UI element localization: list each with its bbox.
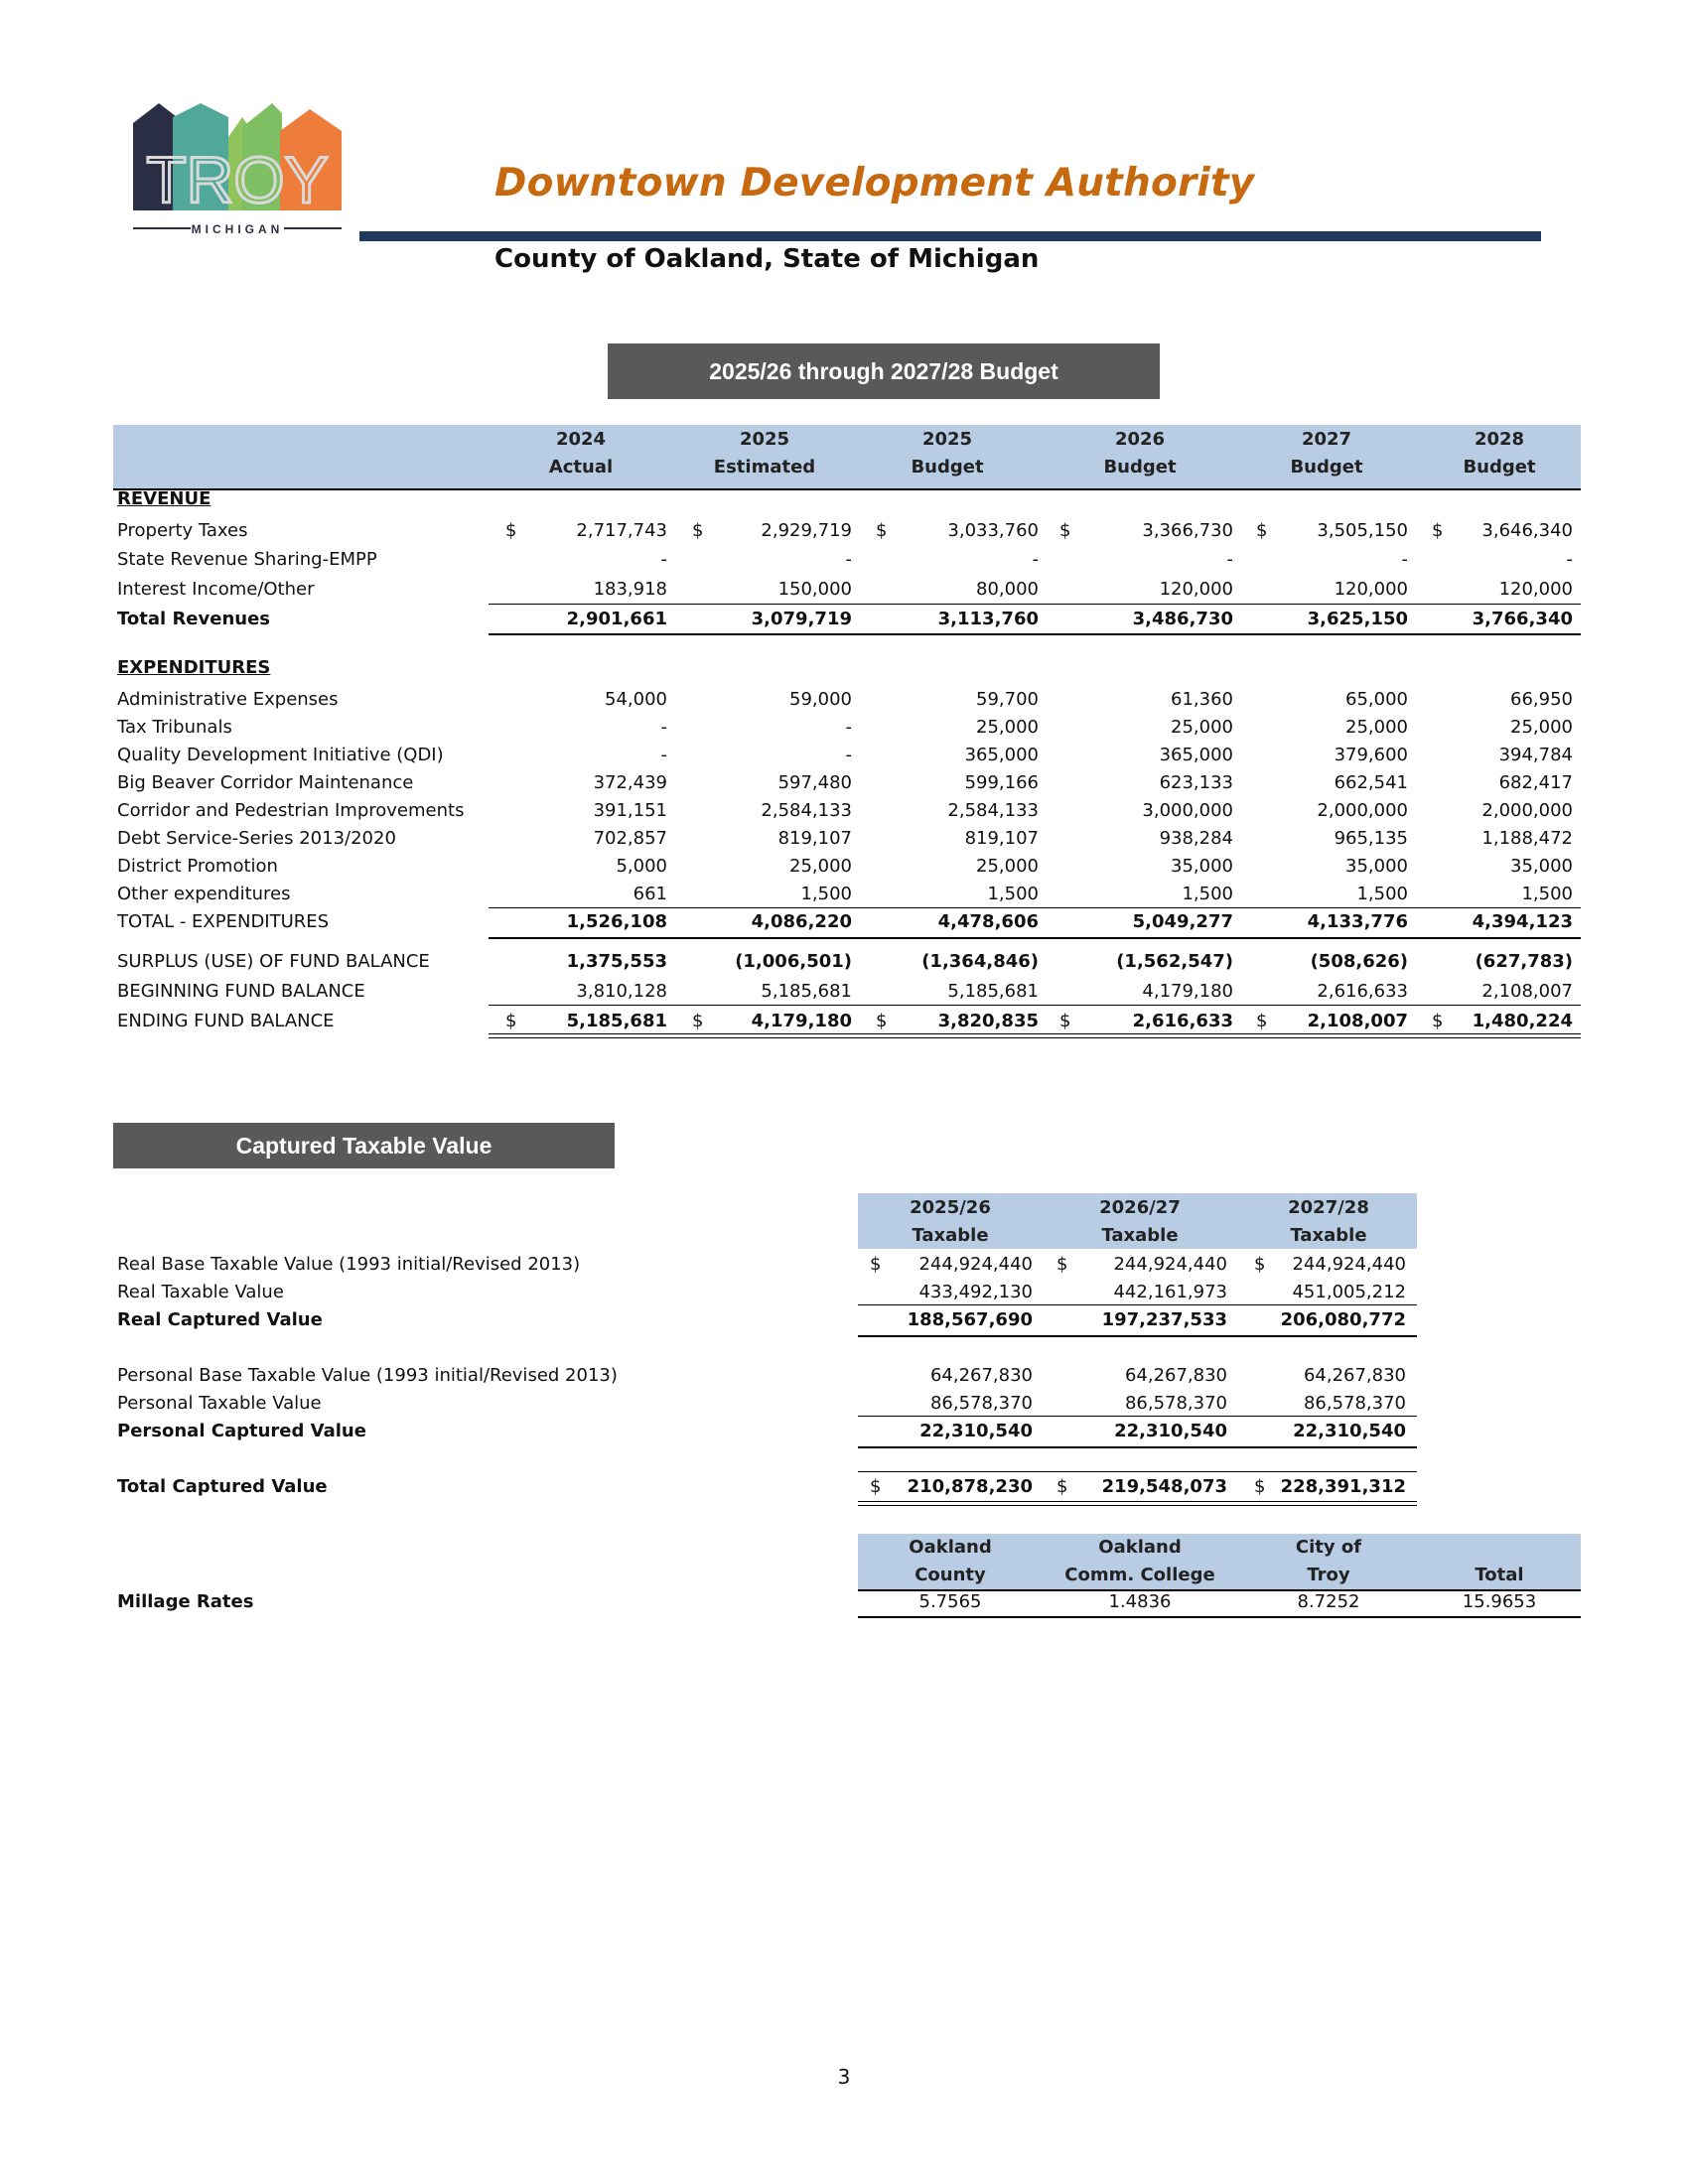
cell-value: 2,108,007 <box>1307 1011 1408 1031</box>
column-header-type: Budget <box>1290 457 1363 478</box>
cell-value: 433,492,130 <box>918 1282 1033 1302</box>
cell-value: 54,000 <box>605 689 667 710</box>
currency-symbol: $ <box>1432 1011 1444 1031</box>
millage-header-line1: Oakland <box>909 1537 992 1558</box>
column-header-type: Taxable <box>1101 1225 1179 1246</box>
cell-value: 244,924,440 <box>1113 1254 1227 1275</box>
currency-symbol: $ <box>876 1011 888 1031</box>
cell-value: 5,000 <box>616 856 667 877</box>
cell-value: 59,700 <box>976 689 1039 710</box>
row-label: Interest Income/Other <box>117 579 315 600</box>
cell-value: - <box>845 745 852 765</box>
millage-value: 1.4836 <box>1108 1591 1172 1612</box>
row-label: Millage Rates <box>117 1591 254 1612</box>
cell-value: 819,107 <box>777 828 852 849</box>
cell-value: 1,500 <box>800 884 852 904</box>
currency-symbol: $ <box>1254 1254 1266 1275</box>
currency-symbol: $ <box>1056 1476 1068 1497</box>
cell-value: 5,185,681 <box>761 981 852 1002</box>
column-header-year: 2026 <box>1114 429 1166 450</box>
cell-value: 394,784 <box>1498 745 1573 765</box>
row-label: Other expenditures <box>117 884 291 904</box>
subtotal-rule <box>489 907 1581 908</box>
cell-value: 183,918 <box>593 579 667 600</box>
cell-value: 64,267,830 <box>1303 1365 1406 1386</box>
currency-symbol: $ <box>1256 1011 1268 1031</box>
cell-value: 1,480,224 <box>1472 1011 1573 1031</box>
row-label: TOTAL - EXPENDITURES <box>117 911 330 932</box>
cell-value: - <box>1401 549 1408 570</box>
cell-value: 210,878,230 <box>907 1476 1033 1497</box>
cell-value: 965,135 <box>1334 828 1408 849</box>
column-header-type: Taxable <box>1290 1225 1367 1246</box>
millage-value: 8.7252 <box>1297 1591 1360 1612</box>
column-header-year: 2025 <box>921 429 973 450</box>
cell-value: 2,584,133 <box>947 800 1039 821</box>
millage-header-line1: Oakland <box>1098 1537 1182 1558</box>
millage-header-line2: Total <box>1475 1565 1524 1585</box>
cell-value: 2,901,661 <box>566 609 667 629</box>
cell-value: 188,567,690 <box>907 1309 1033 1330</box>
column-header-type: Budget <box>911 457 984 478</box>
row-label: Debt Service-Series 2013/2020 <box>117 828 396 849</box>
cell-value: - <box>660 549 667 570</box>
cell-value: 1,500 <box>1521 884 1573 904</box>
svg-text:MICHIGAN: MICHIGAN <box>191 222 284 236</box>
cell-value: 25,000 <box>976 717 1039 738</box>
currency-symbol: $ <box>1059 1011 1071 1031</box>
cell-value: 1,500 <box>1356 884 1408 904</box>
cell-value: - <box>1032 549 1039 570</box>
row-label: Administrative Expenses <box>117 689 339 710</box>
page-number: 3 <box>837 2065 851 2089</box>
millage-value: 5.7565 <box>918 1591 982 1612</box>
cell-value: 35,000 <box>1171 856 1233 877</box>
cell-value: 2,616,633 <box>1132 1011 1233 1031</box>
cell-value: 3,113,760 <box>937 609 1039 629</box>
cell-value: 391,151 <box>593 800 667 821</box>
cell-value: 1,375,553 <box>566 951 667 972</box>
captured-value-title: Captured Taxable Value <box>113 1123 615 1168</box>
cell-value: 4,086,220 <box>751 911 852 932</box>
row-label: State Revenue Sharing-EMPP <box>117 549 377 570</box>
cell-value: - <box>845 549 852 570</box>
millage-header-line2: County <box>914 1565 986 1585</box>
cell-value: 4,133,776 <box>1307 911 1408 932</box>
cell-value: 244,924,440 <box>918 1254 1033 1275</box>
cell-value: 64,267,830 <box>929 1365 1033 1386</box>
currency-symbol: $ <box>692 520 704 541</box>
currency-symbol: $ <box>1056 1254 1068 1275</box>
cell-value: 2,000,000 <box>1481 800 1573 821</box>
cell-value: 3,625,150 <box>1307 609 1408 629</box>
cell-value: 3,033,760 <box>947 520 1039 541</box>
subtotal-rule <box>858 1471 1417 1472</box>
column-header-year: 2028 <box>1474 429 1525 450</box>
cell-value: 365,000 <box>1159 745 1233 765</box>
cell-value: 61,360 <box>1171 689 1233 710</box>
cell-value: 702,857 <box>593 828 667 849</box>
cell-value: 2,000,000 <box>1317 800 1408 821</box>
cell-value: - <box>660 717 667 738</box>
svg-text:TROY: TROY <box>146 143 329 216</box>
county-line: County of Oakland, State of Michigan <box>494 244 1040 274</box>
cell-value: - <box>845 717 852 738</box>
cell-value: (1,562,547) <box>1116 951 1233 972</box>
currency-symbol: $ <box>505 1011 517 1031</box>
cell-value: 25,000 <box>976 856 1039 877</box>
row-label: Real Captured Value <box>117 1309 323 1330</box>
cell-value: 197,237,533 <box>1101 1309 1227 1330</box>
currency-symbol: $ <box>870 1476 882 1497</box>
cell-value: 5,049,277 <box>1132 911 1233 932</box>
currency-symbol: $ <box>1432 520 1444 541</box>
cell-value: 5,185,681 <box>947 981 1039 1002</box>
cell-value: 938,284 <box>1159 828 1233 849</box>
cell-value: 3,820,835 <box>937 1011 1039 1031</box>
currency-symbol: $ <box>1254 1476 1266 1497</box>
cell-value: 86,578,370 <box>1303 1393 1406 1414</box>
column-header-type: Budget <box>1463 457 1536 478</box>
cell-value: - <box>660 745 667 765</box>
cell-value: 3,766,340 <box>1472 609 1573 629</box>
cell-value: 2,108,007 <box>1481 981 1573 1002</box>
cell-value: 120,000 <box>1334 579 1408 600</box>
cell-value: (1,364,846) <box>921 951 1039 972</box>
cell-value: 4,394,123 <box>1472 911 1573 932</box>
cell-value: 120,000 <box>1159 579 1233 600</box>
row-label: Personal Base Taxable Value (1993 initial/Revised 2013) <box>117 1365 618 1386</box>
row-label: Quality Development Initiative (QDI) <box>117 745 444 765</box>
millage-header-line2: Troy <box>1307 1565 1350 1585</box>
cell-value: 682,417 <box>1498 772 1573 793</box>
cell-value: 4,179,180 <box>1142 981 1233 1002</box>
column-header-year: 2027 <box>1301 429 1352 450</box>
column-header-type: Estimated <box>713 457 816 478</box>
cell-value: (627,783) <box>1475 951 1573 972</box>
ending-double-rule <box>489 1033 1581 1038</box>
cell-value: 597,480 <box>777 772 852 793</box>
row-label: Corridor and Pedestrian Improvements <box>117 800 465 821</box>
millage-value: 15.9653 <box>1462 1591 1537 1612</box>
total-double-rule <box>858 1501 1417 1506</box>
cell-value: 3,366,730 <box>1142 520 1233 541</box>
cell-value: 22,310,540 <box>1114 1421 1227 1441</box>
cell-value: 3,486,730 <box>1132 609 1233 629</box>
millage-header-line1: City of <box>1295 1537 1362 1558</box>
cell-value: 22,310,540 <box>1293 1421 1406 1441</box>
row-label: SURPLUS (USE) OF FUND BALANCE <box>117 951 430 972</box>
cell-value: 86,578,370 <box>1124 1393 1227 1414</box>
cell-value: 3,810,128 <box>576 981 667 1002</box>
cell-value: (1,006,501) <box>735 951 852 972</box>
cell-value: 1,188,472 <box>1481 828 1573 849</box>
currency-symbol: $ <box>1059 520 1071 541</box>
row-label: Total Revenues <box>117 609 271 629</box>
revenue-heading: REVENUE <box>117 488 211 509</box>
cell-value: 599,166 <box>964 772 1039 793</box>
millage-header-line2: Comm. College <box>1064 1565 1215 1585</box>
column-header-year: 2024 <box>555 429 607 450</box>
row-label: Personal Captured Value <box>117 1421 366 1441</box>
cell-value: 442,161,973 <box>1113 1282 1227 1302</box>
cell-value: 244,924,440 <box>1292 1254 1406 1275</box>
cell-value: - <box>1226 549 1233 570</box>
total-rule <box>858 1446 1417 1448</box>
cell-value: 662,541 <box>1334 772 1408 793</box>
column-header-year: 2025 <box>739 429 790 450</box>
cell-value: 228,391,312 <box>1280 1476 1406 1497</box>
cell-value: 4,179,180 <box>751 1011 852 1031</box>
cell-value: 819,107 <box>964 828 1039 849</box>
cell-value: 3,079,719 <box>751 609 852 629</box>
currency-symbol: $ <box>1256 520 1268 541</box>
row-label: BEGINNING FUND BALANCE <box>117 981 365 1002</box>
column-header-type: Actual <box>548 457 614 478</box>
cell-value: 64,267,830 <box>1124 1365 1227 1386</box>
cell-value: 2,616,633 <box>1317 981 1408 1002</box>
currency-symbol: $ <box>876 520 888 541</box>
column-header-type: Budget <box>1103 457 1177 478</box>
subtotal-rule <box>489 1005 1581 1006</box>
column-header-year: 2025/26 <box>910 1197 991 1218</box>
cell-value: 2,929,719 <box>761 520 852 541</box>
row-label: Big Beaver Corridor Maintenance <box>117 772 414 793</box>
cell-value: 3,505,150 <box>1317 520 1408 541</box>
currency-symbol: $ <box>870 1254 882 1275</box>
cell-value: 365,000 <box>964 745 1039 765</box>
cell-value: 5,185,681 <box>566 1011 667 1031</box>
total-rule <box>489 937 1581 939</box>
cell-value: 59,000 <box>789 689 852 710</box>
cell-value: 2,584,133 <box>761 800 852 821</box>
cell-value: 150,000 <box>777 579 852 600</box>
cell-value: 372,439 <box>593 772 667 793</box>
subtotal-rule <box>858 1416 1417 1417</box>
row-label: Real Taxable Value <box>117 1282 284 1302</box>
cell-value: 1,526,108 <box>566 911 667 932</box>
currency-symbol: $ <box>505 520 517 541</box>
cell-value: 219,548,073 <box>1101 1476 1227 1497</box>
total-rule <box>858 1335 1417 1337</box>
cell-value: 35,000 <box>1345 856 1408 877</box>
cell-value: 3,000,000 <box>1142 800 1233 821</box>
cell-value: 120,000 <box>1498 579 1573 600</box>
cell-value: 1,500 <box>1182 884 1233 904</box>
cell-value: 86,578,370 <box>929 1393 1033 1414</box>
millage-bottom-rule <box>858 1616 1581 1618</box>
cell-value: 35,000 <box>1510 856 1573 877</box>
row-label: Tax Tribunals <box>117 717 232 738</box>
subtotal-rule <box>858 1304 1417 1305</box>
currency-symbol: $ <box>692 1011 704 1031</box>
column-header-type: Taxable <box>912 1225 989 1246</box>
row-label: Total Captured Value <box>117 1476 328 1497</box>
cell-value: 2,717,743 <box>576 520 667 541</box>
cell-value: 1,500 <box>987 884 1039 904</box>
row-label: Property Taxes <box>117 520 248 541</box>
cell-value: 206,080,772 <box>1280 1309 1406 1330</box>
expenditures-heading: EXPENDITURES <box>117 657 271 678</box>
row-label: Real Base Taxable Value (1993 initial/Revised 2013) <box>117 1254 581 1275</box>
cell-value: 22,310,540 <box>919 1421 1033 1441</box>
cell-value: 25,000 <box>1510 717 1573 738</box>
cell-value: 25,000 <box>1171 717 1233 738</box>
budget-title: 2025/26 through 2027/28 Budget <box>608 343 1160 399</box>
row-label: Personal Taxable Value <box>117 1393 322 1414</box>
cell-value: 379,600 <box>1334 745 1408 765</box>
row-label: District Promotion <box>117 856 278 877</box>
row-label: ENDING FUND BALANCE <box>117 1011 335 1031</box>
cell-value: 661 <box>633 884 667 904</box>
cell-value: 623,133 <box>1159 772 1233 793</box>
column-header-year: 2026/27 <box>1099 1197 1181 1218</box>
cell-value: 3,646,340 <box>1481 520 1573 541</box>
header-rule <box>359 231 1541 241</box>
cell-value: - <box>1566 549 1573 570</box>
org-title: Downtown Development Authority <box>494 161 1255 205</box>
cell-value: 80,000 <box>976 579 1039 600</box>
cell-value: 25,000 <box>789 856 852 877</box>
column-header-year: 2027/28 <box>1288 1197 1369 1218</box>
cell-value: 65,000 <box>1345 689 1408 710</box>
total-rule <box>489 633 1581 635</box>
cell-value: 25,000 <box>1345 717 1408 738</box>
cell-value: 4,478,606 <box>937 911 1039 932</box>
cell-value: 451,005,212 <box>1292 1282 1406 1302</box>
troy-logo <box>133 103 342 240</box>
subtotal-rule <box>489 604 1581 605</box>
cell-value: 66,950 <box>1510 689 1573 710</box>
cell-value: (508,626) <box>1310 951 1408 972</box>
